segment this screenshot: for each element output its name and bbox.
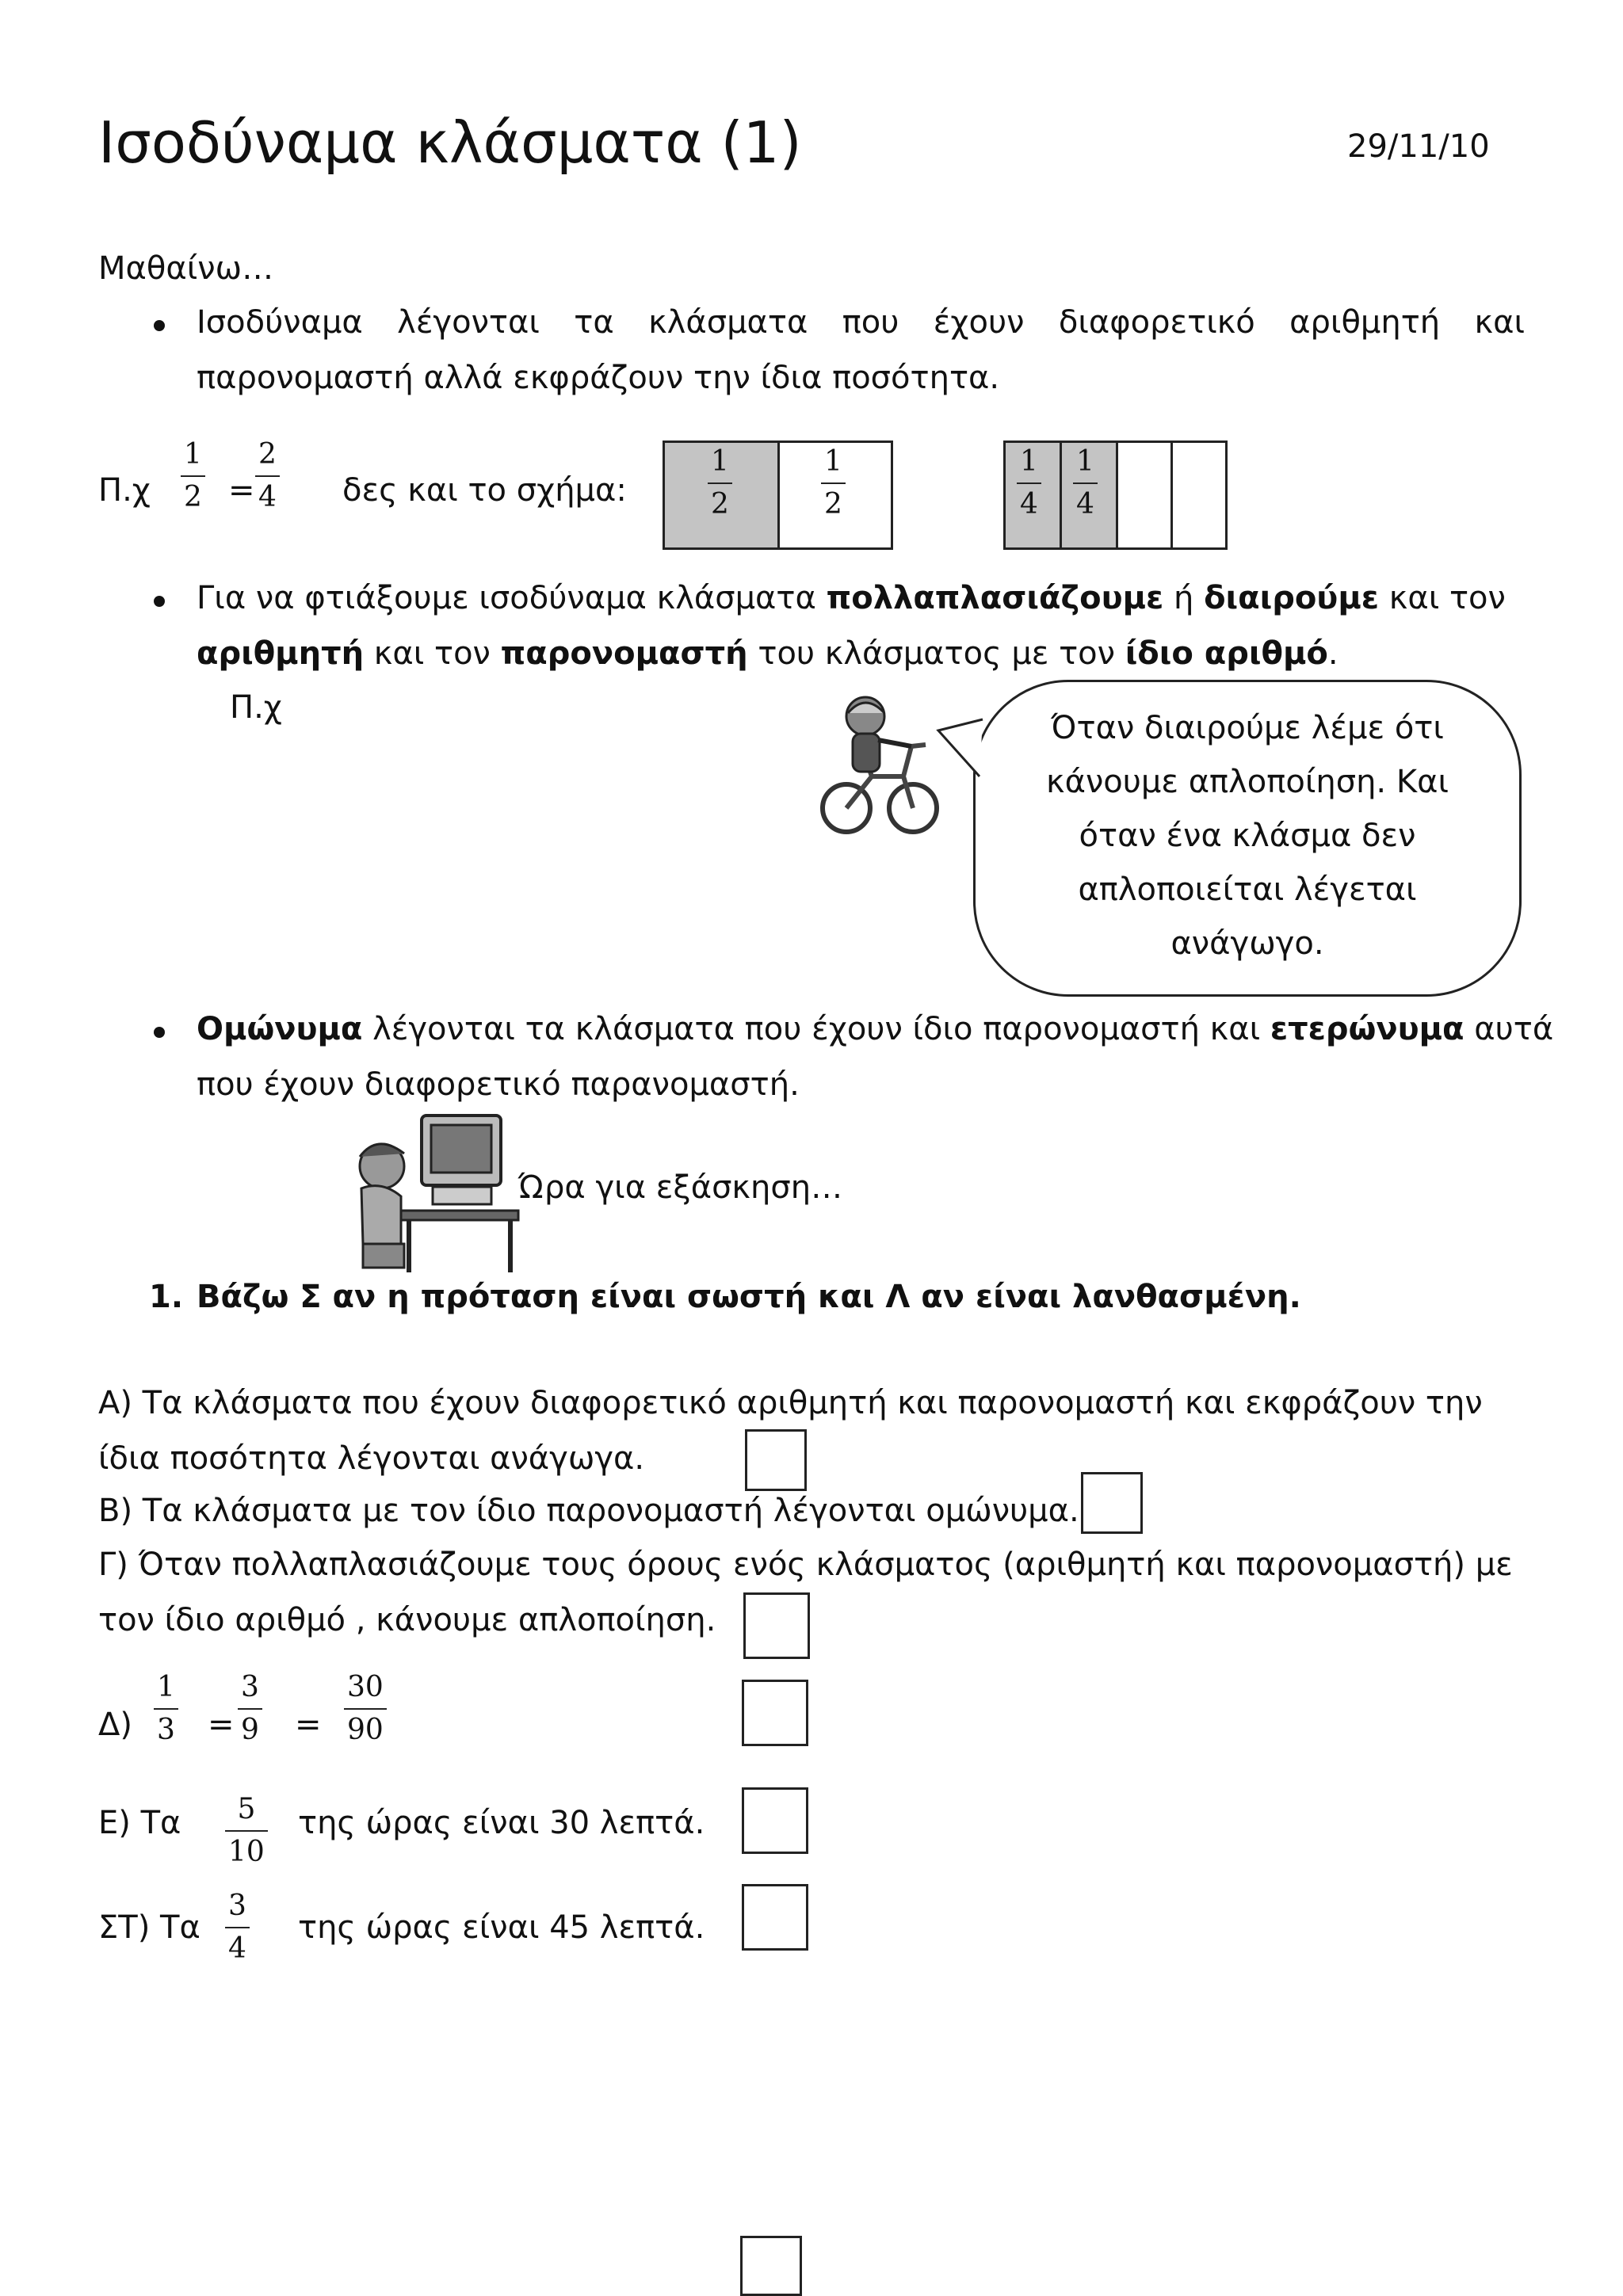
fraction-denominator: 9	[238, 1708, 262, 1745]
statement-b: Β) Τα κλάσματα με τον ίδιο παρονομαστή λέγονται ομώνυμα.	[98, 1493, 1079, 1529]
speech-bubble-tail	[935, 713, 999, 808]
statement-st-fraction	[225, 1892, 250, 1963]
bullet-dot	[154, 596, 165, 607]
speech-bubble	[973, 680, 1522, 997]
statement-d-fraction-1	[154, 1673, 178, 1745]
fraction-denominator: 4	[225, 1927, 250, 1963]
page-title: Ισοδύναμα κλάσματα (1)	[98, 109, 802, 176]
example-fraction-b	[255, 438, 280, 513]
equals-sign: =	[228, 472, 255, 509]
statement-e-text: της ώρας είναι 30 λεπτά.	[298, 1805, 705, 1841]
bold-term: πολλαπλασιάζουμε	[826, 580, 1164, 616]
half-cell	[777, 441, 893, 550]
bold-term: Ομώνυμα	[197, 1011, 363, 1047]
answer-box-a[interactable]	[745, 1429, 807, 1491]
statement-a-line1: Α) Τα κλάσματα που έχουν διαφορετικό αριθμητή και παρονομαστή και εκφράζουν την	[98, 1385, 1483, 1421]
bubble-line: όταν ένα κλάσμα δεν	[1079, 818, 1416, 854]
answer-box-extra[interactable]	[740, 2236, 802, 2296]
bullet-dot	[154, 320, 165, 331]
fraction-denominator: 3	[154, 1708, 178, 1745]
fraction-denominator: 2	[708, 482, 732, 519]
bullet1-line1: Ισοδύναμα λέγονται τα κλάσματα που έχουν διαφορετικό αριθμητή και	[197, 304, 1525, 341]
bullet-dot	[154, 1027, 165, 1038]
example-prefix: Π.χ	[98, 472, 151, 509]
fraction-numerator: 1	[184, 438, 202, 471]
exercise-title: Βάζω Σ αν η πρόταση είναι σωστή και Λ αν είναι λανθασμένη.	[197, 1279, 1301, 1315]
text: και τον	[1379, 580, 1506, 616]
answer-box-st[interactable]	[742, 1884, 808, 1951]
quarter-cell-shaded	[1003, 441, 1062, 550]
fraction-denominator: 4	[255, 475, 280, 512]
text: Για να φτιάξουμε ισοδύναμα κλάσματα	[197, 580, 827, 616]
exercise-number: 1.	[149, 1279, 184, 1315]
learn-heading: Μαθαίνω…	[98, 250, 274, 287]
fraction-numerator: 1	[1020, 445, 1038, 478]
half-label	[821, 445, 846, 521]
fraction-numerator: 30	[347, 1671, 384, 1703]
fraction-numerator: 1	[1076, 445, 1094, 478]
bold-term: αριθμητή	[197, 635, 365, 672]
half-cell-shaded	[663, 441, 780, 550]
answer-box-g[interactable]	[743, 1592, 810, 1659]
bubble-line: ανάγωγο.	[1170, 925, 1324, 962]
fraction-denominator: 90	[344, 1708, 387, 1745]
equals-sign: =	[208, 1707, 235, 1743]
cyclist-illustration	[816, 689, 943, 840]
statement-e-fraction	[225, 1795, 268, 1867]
statement-d-label: Δ)	[98, 1707, 132, 1743]
see-shape-text: δες και το σχήμα:	[342, 472, 627, 509]
statement-e-label: Ε) Τα	[98, 1805, 181, 1841]
statement-g-line1: Γ) Όταν πολλαπλασιάζουμε τους όρους ενός κλάσματος (αριθμητή και παρονομαστή) με	[98, 1547, 1513, 1583]
computer-user-illustration	[346, 1109, 520, 1279]
fraction-denominator: 2	[821, 482, 846, 519]
fraction-denominator: 4	[1017, 482, 1041, 519]
answer-box-b[interactable]	[1081, 1472, 1143, 1534]
practice-label: Ώρα για εξάσκηση…	[518, 1169, 843, 1206]
bold-term: παρονομαστή	[500, 635, 748, 672]
bold-term: ίδιο αριθμό	[1125, 635, 1328, 672]
fraction-numerator: 5	[237, 1793, 256, 1825]
answer-box-e[interactable]	[742, 1787, 808, 1854]
fraction-denominator: 2	[181, 475, 205, 512]
answer-box-d[interactable]	[742, 1680, 808, 1746]
statement-st-text: της ώρας είναι 45 λεπτά.	[298, 1909, 705, 1946]
fraction-denominator: 10	[225, 1830, 268, 1867]
bubble-line: κάνουμε απλοποίηση. Και	[1046, 764, 1449, 800]
bullet2-line1	[197, 580, 1506, 616]
quarter-cell-shaded	[1060, 441, 1118, 550]
bold-term: διαιρούμε	[1204, 580, 1380, 616]
text: αυτά	[1464, 1011, 1554, 1047]
quarter-label	[1017, 445, 1041, 521]
bullet1-line2: παρονομαστή αλλά εκφράζουν την ίδια ποσότητα.	[197, 360, 1000, 396]
statement-a-line2: ίδια ποσότητα λέγονται ανάγωγα.	[98, 1440, 645, 1477]
fraction-numerator: 1	[824, 445, 842, 478]
bubble-line: Όταν διαιρούμε λέμε ότι	[1051, 710, 1444, 746]
bullet2-example-prefix: Π.χ	[230, 689, 282, 726]
text: και τον	[364, 635, 501, 672]
bold-term: ετερώνυμα	[1270, 1011, 1465, 1047]
statement-d-fraction-2	[238, 1673, 262, 1745]
quarter-label	[1073, 445, 1098, 521]
bullet3-line2: που έχουν διαφορετικό παρανομαστή.	[197, 1066, 800, 1103]
text: .	[1327, 635, 1338, 672]
text: ή	[1163, 580, 1205, 616]
equals-sign: =	[295, 1707, 322, 1743]
statement-d-fraction-3	[344, 1673, 387, 1745]
bubble-line: απλοποιείται λέγεται	[1078, 871, 1417, 908]
fraction-numerator: 1	[157, 1671, 175, 1703]
half-label	[708, 445, 732, 521]
fraction-numerator: 2	[258, 438, 277, 471]
text: λέγονται τα κλάσματα που έχουν ίδιο παρονομαστή και	[362, 1011, 1270, 1047]
quarter-cell	[1170, 441, 1228, 550]
example-fraction-a	[181, 438, 205, 513]
bullet2-line2	[197, 635, 1338, 672]
quarter-cell	[1116, 441, 1173, 550]
fraction-numerator: 3	[241, 1671, 259, 1703]
fraction-numerator: 1	[711, 445, 729, 478]
statement-g-line2: τον ίδιο αριθμό , κάνουμε απλοποίηση.	[98, 1602, 716, 1638]
page-date: 29/11/10	[1347, 128, 1490, 165]
fraction-denominator: 4	[1073, 482, 1098, 519]
text: του κλάσματος με τον	[747, 635, 1125, 672]
fraction-numerator: 3	[228, 1890, 246, 1922]
statement-st-label: ΣΤ) Τα	[98, 1909, 200, 1946]
bullet3-line1	[197, 1011, 1553, 1047]
